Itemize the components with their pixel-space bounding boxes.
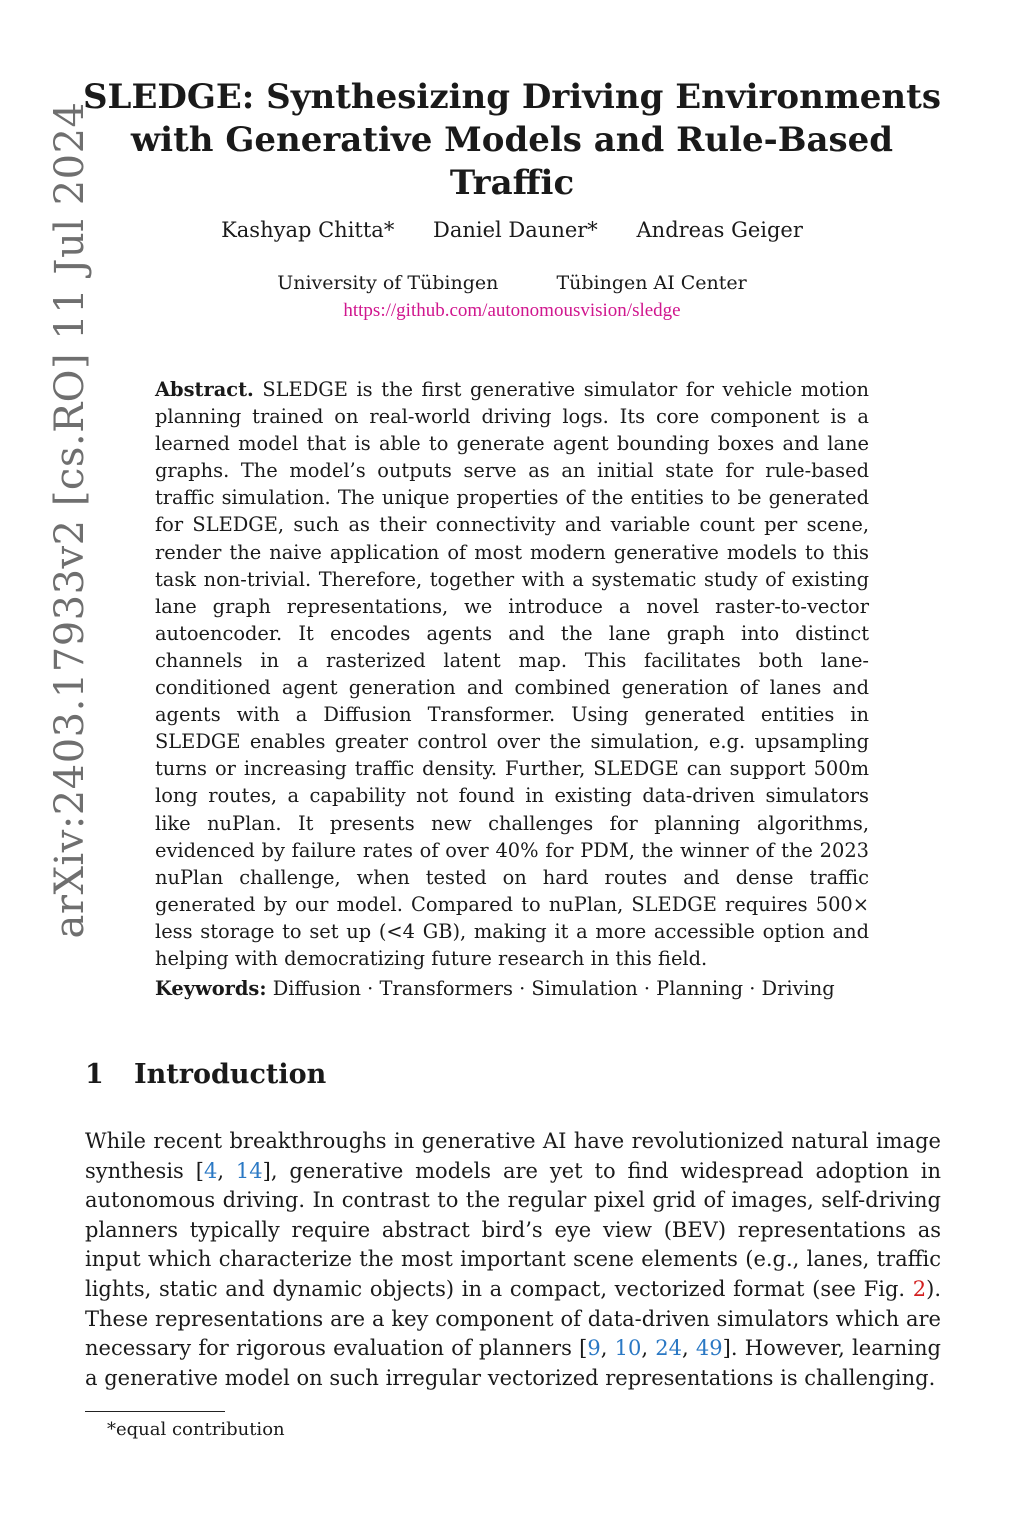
citation-link[interactable]: 4 <box>203 1158 218 1183</box>
intro-text: ]. However, learning a generative model on such irregular vectorized representations is challenging. <box>85 1336 941 1390</box>
section-title: Introduction <box>134 1059 327 1090</box>
footnote: *equal contribution <box>107 1419 285 1440</box>
author-name: Andreas Geiger <box>636 218 803 242</box>
keywords-label: Keywords: <box>155 977 267 1000</box>
citation-separator: , <box>641 1336 656 1361</box>
citation-separator: , <box>600 1336 615 1361</box>
citation-link[interactable]: 10 <box>614 1336 642 1361</box>
citation-link[interactable]: 9 <box>587 1336 601 1361</box>
section-heading <box>85 1058 326 1092</box>
citation-separator: , <box>682 1336 696 1361</box>
title-line-2: with Generative Models and Rule-Based Traffic <box>130 120 894 203</box>
author-name: Kashyap Chitta* <box>221 218 395 242</box>
intro-text: ], generative models are yet to find widespread adoption in autonomous driving. In contrast to the regular pixel grid of images, self-driving planners typically require abstract bird’s eye view (BEV) representations as input which characterize the most important scene elements (e.g., lanes, traffic lights, static and dynamic objects) in a compact, vectorized format (see Fig. <box>85 1158 942 1301</box>
author-list <box>80 216 944 244</box>
abstract-text: SLEDGE is the first generative simulator for vehicle motion planning trained on real-world driving logs. Its core component is a learned model that is able to generate agent bounding boxes and lane graphs. The model’s outputs serve as an initial state for rule-based traffic simulation. The unique properties of the entities to be generated for SLEDGE, such as their connectivity and variable count per scene, render the naive application of most modern generative models to this task non-trivial. Therefore, together with a systematic study of existing lane graph representations, we introduce a novel raster-to-vector autoencoder. It encodes agents and the lane graph into distinct channels in a rasterized latent map. This facilitates both lane-conditioned agent generation and combined generation of lanes and agents with a Diffusion Transformer. Using generated entities in SLEDGE enables greater control over the simulation, e.g. upsampling turns or increasing traffic density. Further, SLEDGE can support 500m long routes, a capability not found in existing data-driven simulators like nuPlan. It presents new challenges for planning algorithms, evidenced by failure rates of over 40% for PDM, the winner of the 2023 nuPlan challenge, when tested on hard routes and dense traffic generated by our model. Compared to nuPlan, SLEDGE requires 500× less storage to set up (<4 GB), making it a more accessible option and helping with democratizing future research in this field. <box>155 378 870 970</box>
affiliation: University of Tübingen <box>277 272 499 294</box>
keywords-text: Diffusion · Transformers · Simulation · Planning · Driving <box>272 977 835 1000</box>
citation-link[interactable]: 49 <box>695 1336 723 1361</box>
citation-separator: , <box>217 1158 236 1183</box>
citation-link[interactable]: 24 <box>655 1336 682 1361</box>
title-line-1: SLEDGE: Synthesizing Driving Environments <box>82 77 941 117</box>
abstract <box>155 376 869 972</box>
affiliation: Tübingen AI Center <box>556 272 747 294</box>
intro-text: ). These representations are a key component of data-driven simulators which are necessary for rigorous evaluation of planners [ <box>85 1276 941 1361</box>
arxiv-identifier-stamp: arXiv:2403.17933v2 [cs.RO] 11 Jul 2024 <box>47 101 93 939</box>
citation-link[interactable]: 14 <box>235 1158 263 1183</box>
abstract-label: Abstract. <box>155 378 254 401</box>
author-name: Daniel Dauner* <box>433 218 598 242</box>
footnote-rule <box>85 1411 225 1412</box>
intro-text: While recent breakthroughs in generative AI have revolutionized natural image synthesis [ <box>85 1129 941 1183</box>
figure-reference-link[interactable]: 2 <box>912 1276 927 1301</box>
intro-paragraph <box>85 1127 941 1393</box>
section-number: 1 <box>85 1059 104 1090</box>
paper-title <box>80 76 944 205</box>
project-url-link[interactable]: https://github.com/autonomousvision/sledge <box>343 300 681 321</box>
affiliations <box>80 270 944 296</box>
keywords <box>155 975 895 1002</box>
